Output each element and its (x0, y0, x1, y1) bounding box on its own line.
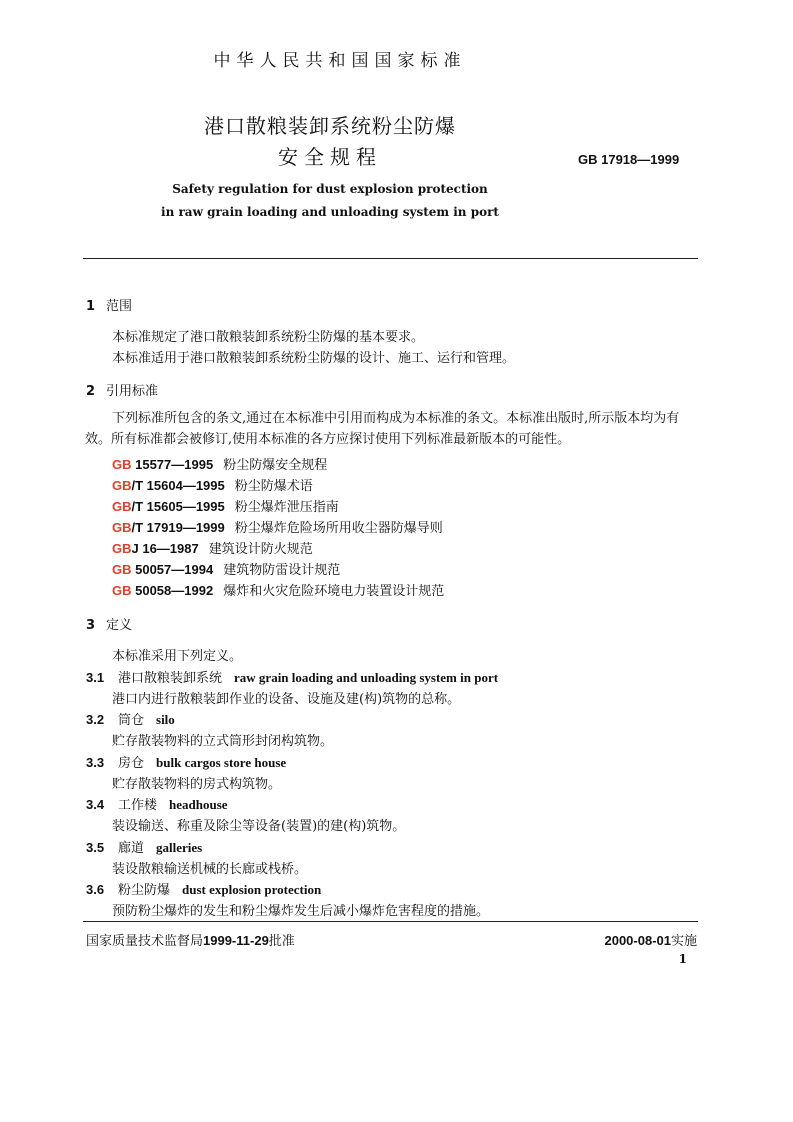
definition-text: 贮存散装物料的立式筒形封闭构筑物。 (112, 734, 334, 749)
reference-item (112, 517, 443, 536)
reference-title: 粉尘爆炸泄压指南 (234, 500, 339, 515)
standard-number: GB 17918—1999 (578, 152, 680, 167)
definition-term: 筒仓 (118, 713, 145, 728)
approval-org: 国家质量技术监督局 (86, 934, 204, 949)
reference-code: J 16—1987 (131, 541, 199, 556)
footer-divider (83, 921, 698, 922)
document-title-line2: 安全规程 (278, 145, 382, 169)
definition-term: 工作楼 (118, 798, 158, 813)
definition-heading (86, 752, 286, 771)
definition-number: 3.1 (86, 670, 105, 685)
reference-item (112, 580, 444, 599)
definition-text: 装设输送、称重及除尘等设备(装置)的建(构)筑物。 (112, 819, 406, 834)
definition-text: 贮存散装物料的房式构筑物。 (112, 777, 282, 792)
reference-prefix: GB (112, 478, 132, 493)
reference-item (112, 454, 327, 473)
english-title-line2: in raw grain loading and unloading system in port (161, 205, 499, 219)
definition-heading (86, 667, 498, 686)
definition-english-term: headhouse (169, 797, 228, 812)
section-heading-2 (86, 380, 158, 399)
definition-english-term: raw grain loading and unloading system in port (234, 670, 499, 685)
section-heading-3 (86, 614, 132, 633)
definition-term: 港口散粮装卸系统 (118, 671, 223, 686)
header-divider (83, 258, 698, 259)
effective-line (604, 930, 697, 949)
reference-item (112, 559, 340, 578)
definition-heading (86, 837, 202, 856)
definition-text: 港口内进行散粮装卸作业的设备、设施及建(构)筑物的总称。 (112, 692, 461, 707)
definition-term: 粉尘防爆 (118, 883, 171, 898)
paragraph: 本标准规定了港口散粮装卸系统粉尘防爆的基本要求。 (112, 330, 425, 345)
reference-prefix: GB (112, 457, 132, 472)
definition-heading (86, 709, 175, 728)
reference-code: 15577—1995 (131, 457, 214, 472)
reference-prefix: GB (112, 541, 132, 556)
reference-code: /T 15604—1995 (131, 478, 225, 493)
reference-item (112, 496, 339, 515)
definition-english-term: silo (156, 712, 175, 727)
reference-title: 粉尘防爆术语 (234, 479, 313, 494)
reference-title: 建筑物防雷设计规范 (223, 563, 341, 578)
section-number: 2 (86, 384, 96, 399)
reference-item (112, 538, 313, 557)
definition-english-term: bulk cargos store house (156, 755, 287, 770)
paragraph: 本标准适用于港口散粮装卸系统粉尘防爆的设计、施工、运行和管理。 (112, 351, 516, 366)
reference-code: /T 17919—1999 (131, 520, 225, 535)
national-standard-label: 中华人民共和国国家标准 (213, 51, 467, 71)
section-number: 1 (86, 299, 96, 314)
approval-line (86, 930, 295, 949)
reference-title: 爆炸和火灾危险环境电力装置设计规范 (223, 584, 445, 599)
definition-english-term: galleries (156, 840, 203, 855)
approval-date: 1999-11-29 (203, 933, 269, 948)
definition-term: 房仓 (118, 756, 145, 771)
definition-term: 廊道 (118, 841, 145, 856)
definition-english-term: dust explosion protection (182, 882, 322, 897)
definition-text: 预防粉尘爆炸的发生和粉尘爆炸发生后减小爆炸危害程度的措施。 (112, 904, 490, 919)
effective-date: 2000-08-01 (604, 933, 671, 948)
english-title-line1: Safety regulation for dust explosion protection (172, 182, 488, 196)
paragraph: 下列标准所包含的条文,通过在本标准中引用而构成为本标准的条文。本标准出版时,所示版本均为有效。所有标准都会被修订,使用本标准的各方应探讨使用下列标准最新版本的可能性。 (85, 411, 680, 447)
definition-number: 3.4 (86, 797, 105, 812)
approval-suffix: 批准 (268, 934, 295, 949)
reference-prefix: GB (112, 583, 132, 598)
reference-item (112, 475, 313, 494)
definition-number: 3.6 (86, 882, 105, 897)
reference-title: 建筑设计防火规范 (208, 542, 313, 557)
document-title-line1: 港口散粮装卸系统粉尘防爆 (204, 114, 456, 138)
reference-prefix: GB (112, 499, 132, 514)
definition-number: 3.5 (86, 840, 105, 855)
reference-prefix: GB (112, 520, 132, 535)
paragraph: 本标准采用下列定义。 (112, 649, 243, 664)
definition-text: 装设散粮输送机械的长廊或栈桥。 (112, 862, 308, 877)
page-number: 1 (678, 952, 687, 966)
section-title: 范围 (106, 299, 133, 314)
section-title: 定义 (106, 618, 133, 633)
definition-heading (86, 879, 321, 898)
section-title: 引用标准 (106, 384, 159, 399)
section-heading-1 (86, 295, 132, 314)
definition-number: 3.3 (86, 755, 105, 770)
effective-suffix: 实施 (670, 934, 697, 949)
reference-title: 粉尘爆炸危险场所用收尘器防爆导则 (234, 521, 443, 536)
reference-code: 50058—1992 (131, 583, 214, 598)
definition-number: 3.2 (86, 712, 105, 727)
definition-heading (86, 794, 228, 813)
reference-prefix: GB (112, 562, 132, 577)
reference-code: /T 15605—1995 (131, 499, 225, 514)
reference-code: 50057—1994 (131, 562, 214, 577)
reference-title: 粉尘防爆安全规程 (223, 458, 328, 473)
section-number: 3 (86, 618, 96, 633)
